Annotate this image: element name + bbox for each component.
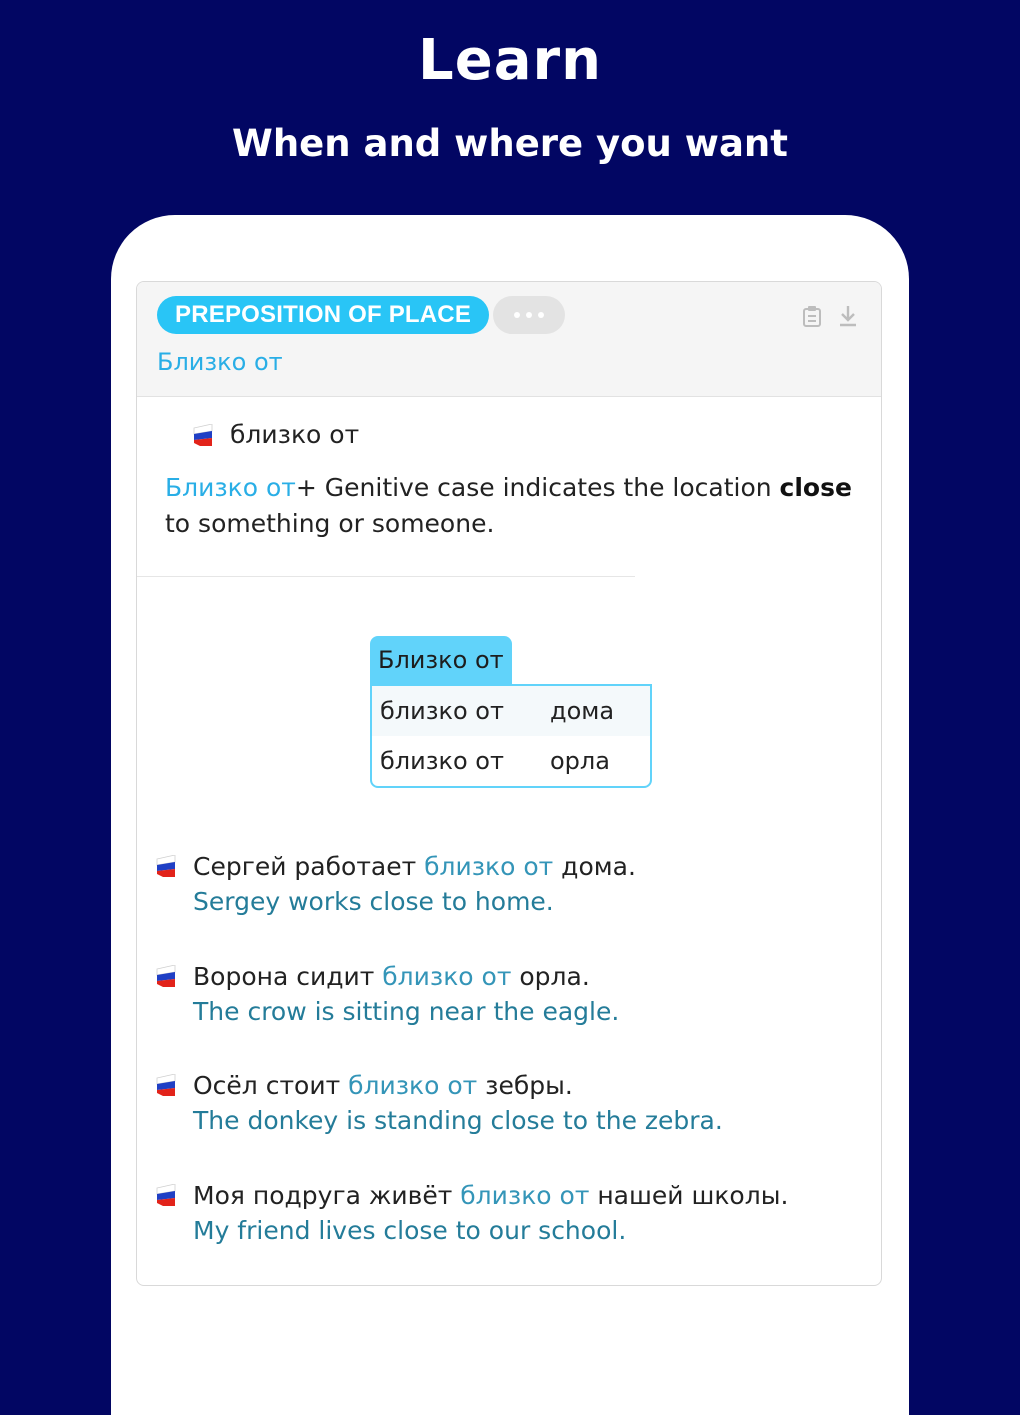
example-item <box>155 1178 788 1248</box>
table-header: Близко от <box>370 636 512 684</box>
clipboard-icon[interactable] <box>801 304 823 328</box>
download-icon[interactable] <box>837 304 859 328</box>
table-cell: близко от <box>380 747 504 775</box>
divider <box>137 576 635 577</box>
example-translation: The donkey is standing close to the zebra. <box>193 1106 723 1135</box>
explanation-highlight: Близко от <box>165 473 296 502</box>
example-russian: Моя подруга живёт близко от нашей школы. <box>193 1181 789 1210</box>
category-pill[interactable]: PREPOSITION OF PLACE <box>157 296 489 334</box>
russian-flag-icon[interactable] <box>155 1074 177 1096</box>
russian-flag-icon[interactable] <box>155 965 177 987</box>
example-translation: The crow is sitting near the eagle. <box>193 997 620 1026</box>
explanation <box>165 470 865 542</box>
table-row <box>372 686 650 736</box>
example-item <box>155 849 636 919</box>
example-translation: My friend lives close to our school. <box>193 1216 627 1245</box>
table-row <box>372 736 650 786</box>
word-text: близко от <box>230 420 360 449</box>
grammar-table <box>370 636 652 788</box>
explanation-text-end: to something or someone. <box>165 509 495 538</box>
russian-flag-icon[interactable] <box>192 424 214 446</box>
russian-flag-icon[interactable] <box>155 1184 177 1206</box>
example-russian: Осёл стоит близко от зебры. <box>193 1071 573 1100</box>
hero-subtitle: When and where you want <box>232 122 788 165</box>
example-russian: Ворона сидит близко от орла. <box>193 962 590 991</box>
table-cell: орла <box>550 747 610 775</box>
word-row <box>192 420 359 449</box>
card-header <box>137 282 881 397</box>
example-translation: Sergey works close to home. <box>193 887 554 916</box>
table-body <box>370 684 652 788</box>
example-item <box>155 959 619 1029</box>
example-russian: Сергей работает близко от дома. <box>193 852 636 881</box>
explanation-text: + Genitive case indicates the location <box>295 473 780 502</box>
card-title: Близко от <box>157 348 283 376</box>
more-dots-icon[interactable] <box>493 296 565 334</box>
hero-title: Learn <box>418 28 602 93</box>
russian-flag-icon[interactable] <box>155 855 177 877</box>
table-cell: близко от <box>380 697 504 725</box>
lesson-card <box>136 281 882 1286</box>
explanation-bold: close <box>779 473 852 502</box>
table-cell: дома <box>550 697 615 725</box>
example-item <box>155 1068 723 1138</box>
